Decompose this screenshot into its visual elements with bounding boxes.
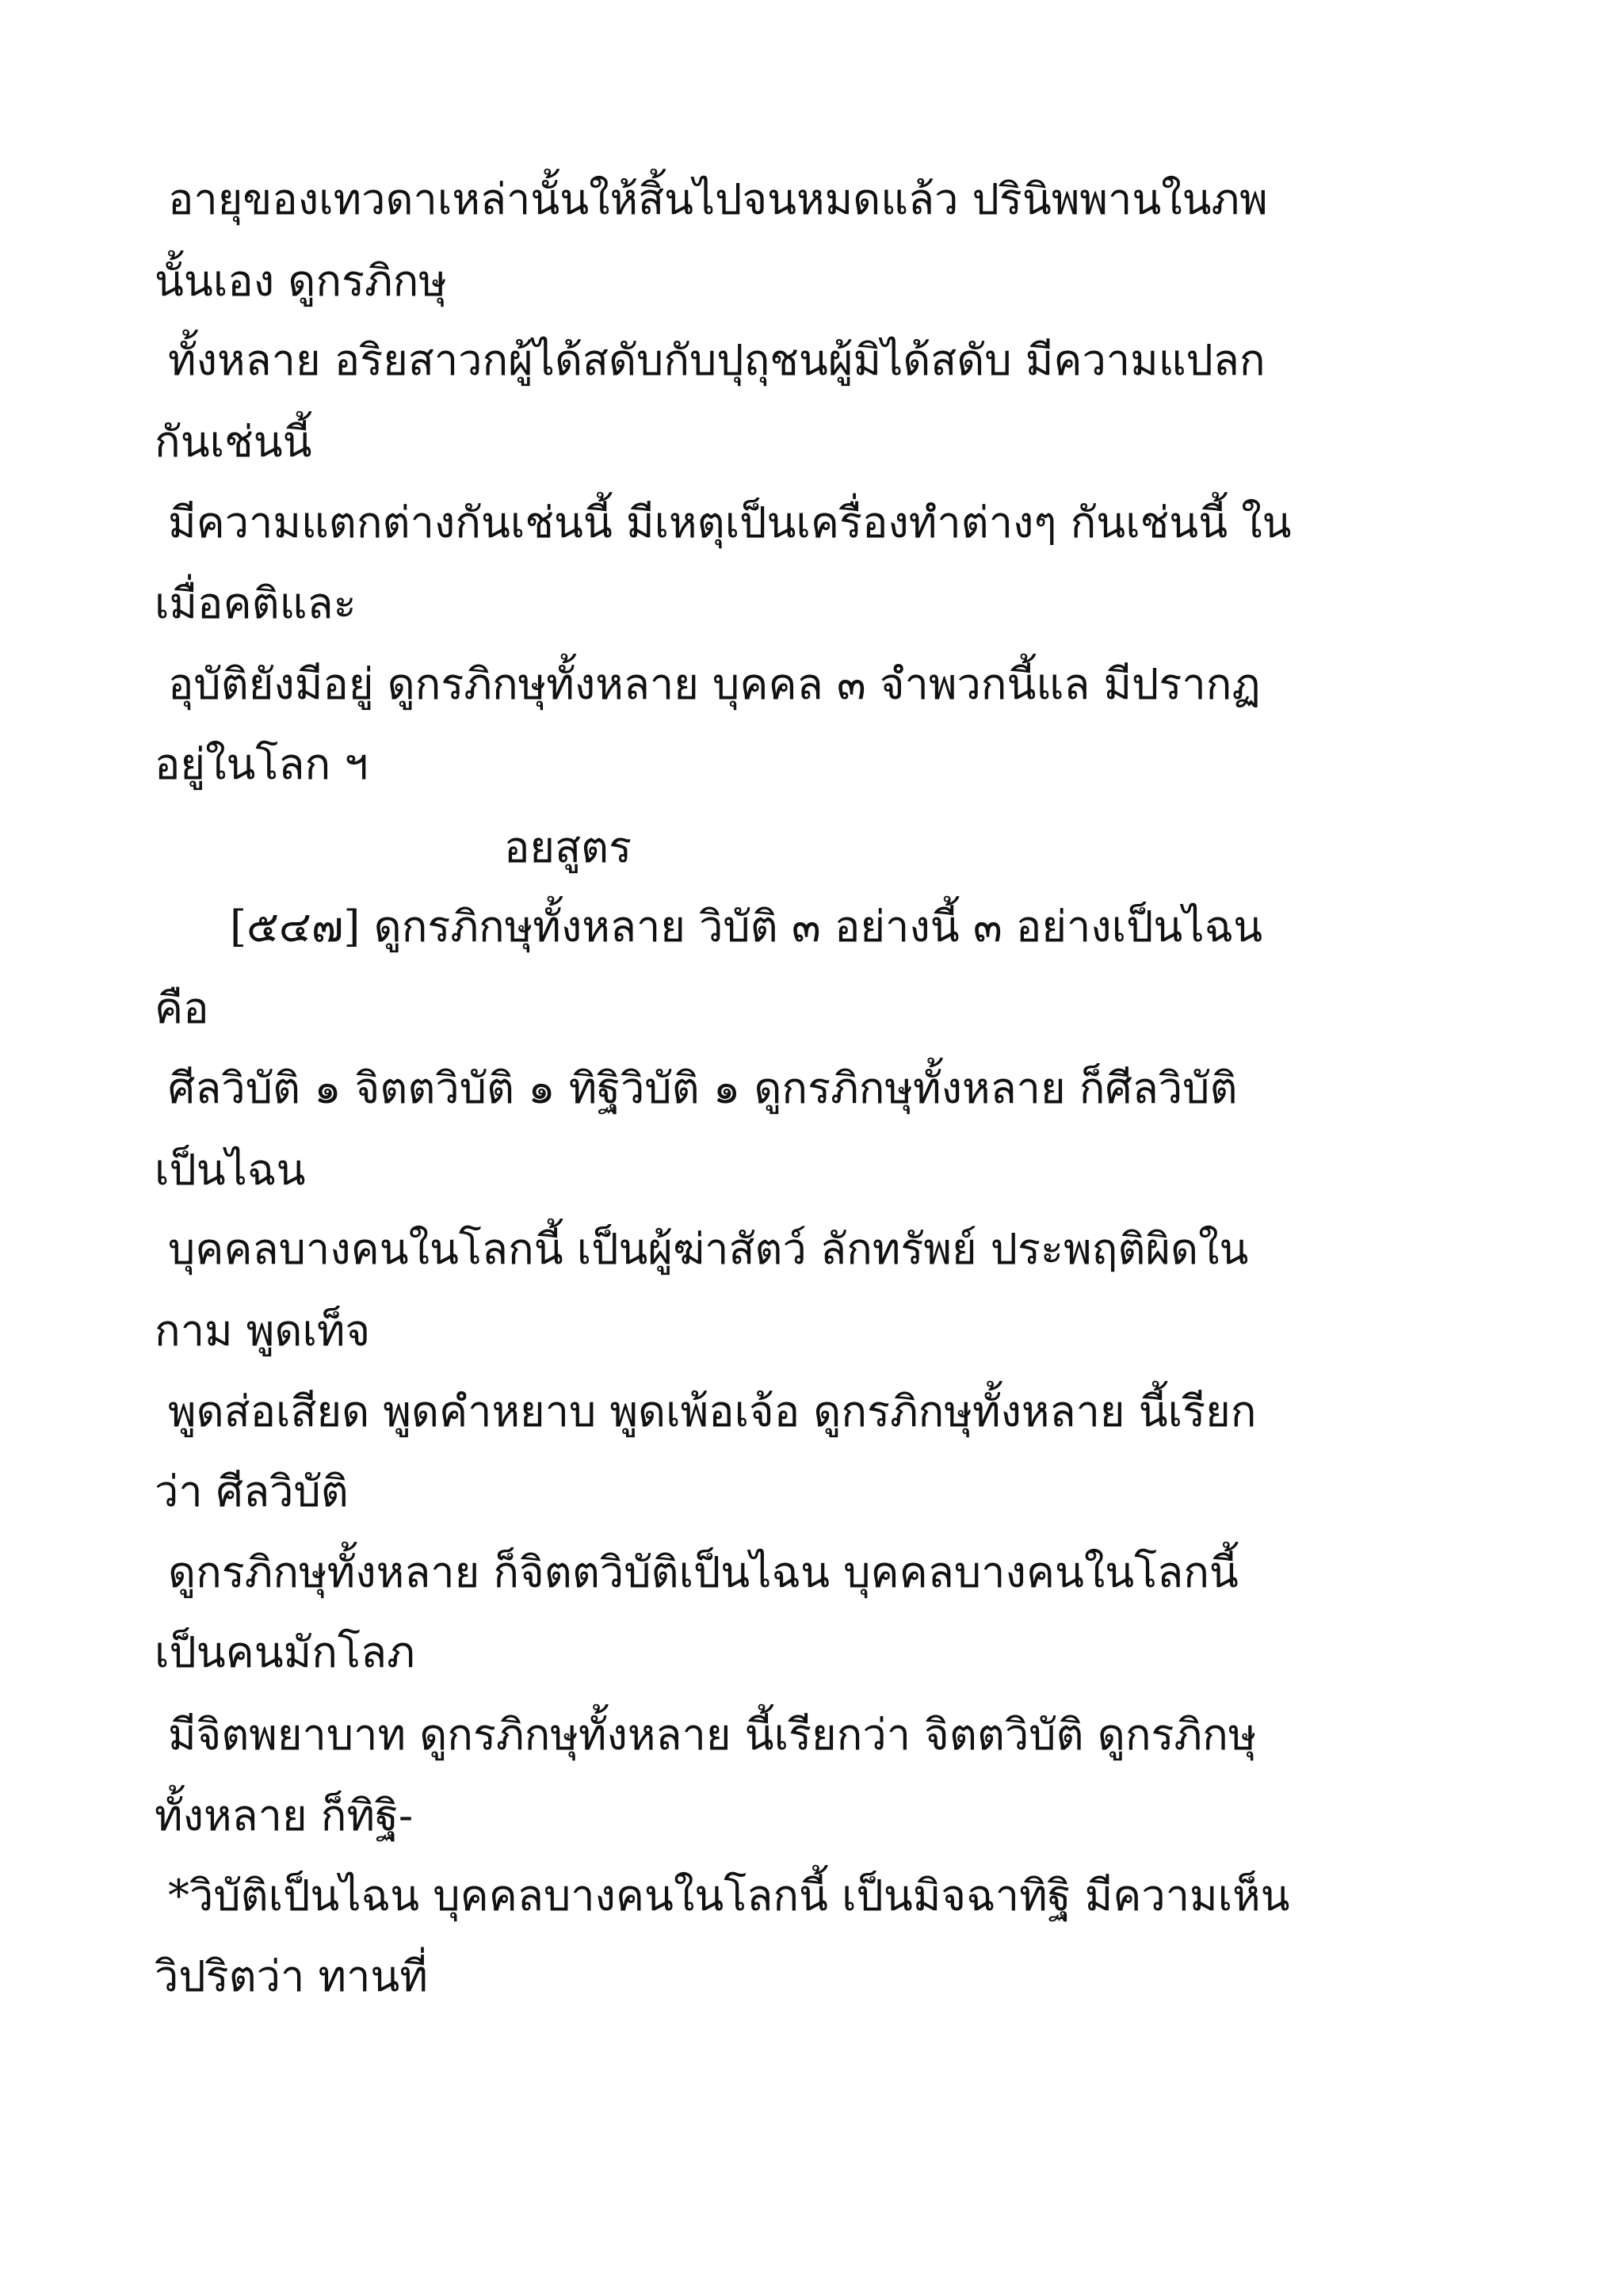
text-line: ทั้งหลาย ก็ทิฐิ-: [155, 1791, 414, 1840]
text-line: กาม พูดเท็จ: [155, 1306, 371, 1356]
text-line: อุบัติยังมีอยู่ ดูกรภิกษุทั้งหลาย บุคคล ๓ จำพวกนี้แล มีปรากฏ: [168, 659, 1261, 709]
text-line: *วิบัติเป็นไฉน บุคคลบางคนในโลกนี้ เป็นมิจฉาทิฐิ มีความเห็น: [168, 1871, 1290, 1920]
text-line: เมื่อคติและ: [155, 578, 357, 628]
sutta-title: อยสูตร: [504, 822, 632, 872]
text-line: ทั้งหลาย อริยสาวกผู้ได้สดับกับปุถุชนผู้มิได้สดับ มีความแปลก: [168, 335, 1266, 385]
text-line: มีความแตกต่างกันเช่นนี้ มีเหตุเป็นเครื่องทำต่างๆ กันเช่นนี้ ใน: [168, 498, 1292, 547]
text-line: อยู่ในโลก ฯ: [155, 739, 369, 789]
text-line: เป็นไฉน: [155, 1145, 306, 1195]
text-line: กันเช่นนี้: [155, 417, 312, 467]
text-line: พูดส่อเสียด พูดคำหยาบ พูดเพ้อเจ้อ ดูกรภิกษุทั้งหลาย นี้เรียก: [168, 1386, 1257, 1436]
text-line: ศีลวิบัติ ๑ จิตตวิบัติ ๑ ทิฐิวิบัติ ๑ ดูกรภิกษุทั้งหลาย ก็ศีลวิบัติ: [168, 1063, 1238, 1113]
text-line: วิปริตว่า ทานที่: [155, 1951, 428, 2001]
text-line: คือ: [155, 983, 209, 1033]
text-line: ดูกรภิกษุทั้งหลาย ก็จิตตวิบัติเป็นไฉน บุคคลบางคนในโลกนี้: [168, 1547, 1239, 1597]
text-line: ว่า ศีลวิบัติ: [155, 1466, 349, 1516]
text-line: [๕๔๗] ดูกรภิกษุทั้งหลาย วิบัติ ๓ อย่างนี้ ๓ อย่างเป็นไฉน: [230, 902, 1263, 952]
text-line: บุคคลบางคนในโลกนี้ เป็นผู้ฆ่าสัตว์ ลักทรัพย์ ประพฤติผิดใน: [168, 1224, 1249, 1274]
text-line: เป็นคนมักโลภ: [155, 1627, 415, 1677]
text-line: นั้นเอง ดูกรภิกษุ: [155, 256, 447, 306]
text-line: อายุของเทวดาเหล่านั้นให้สิ้นไปจนหมดแล้ว ปรินิพพานในภพ: [168, 174, 1268, 224]
text-line: มีจิตพยาบาท ดูกรภิกษุทั้งหลาย นี้เรียกว่า จิตตวิบัติ ดูกรภิกษุ: [168, 1710, 1257, 1760]
